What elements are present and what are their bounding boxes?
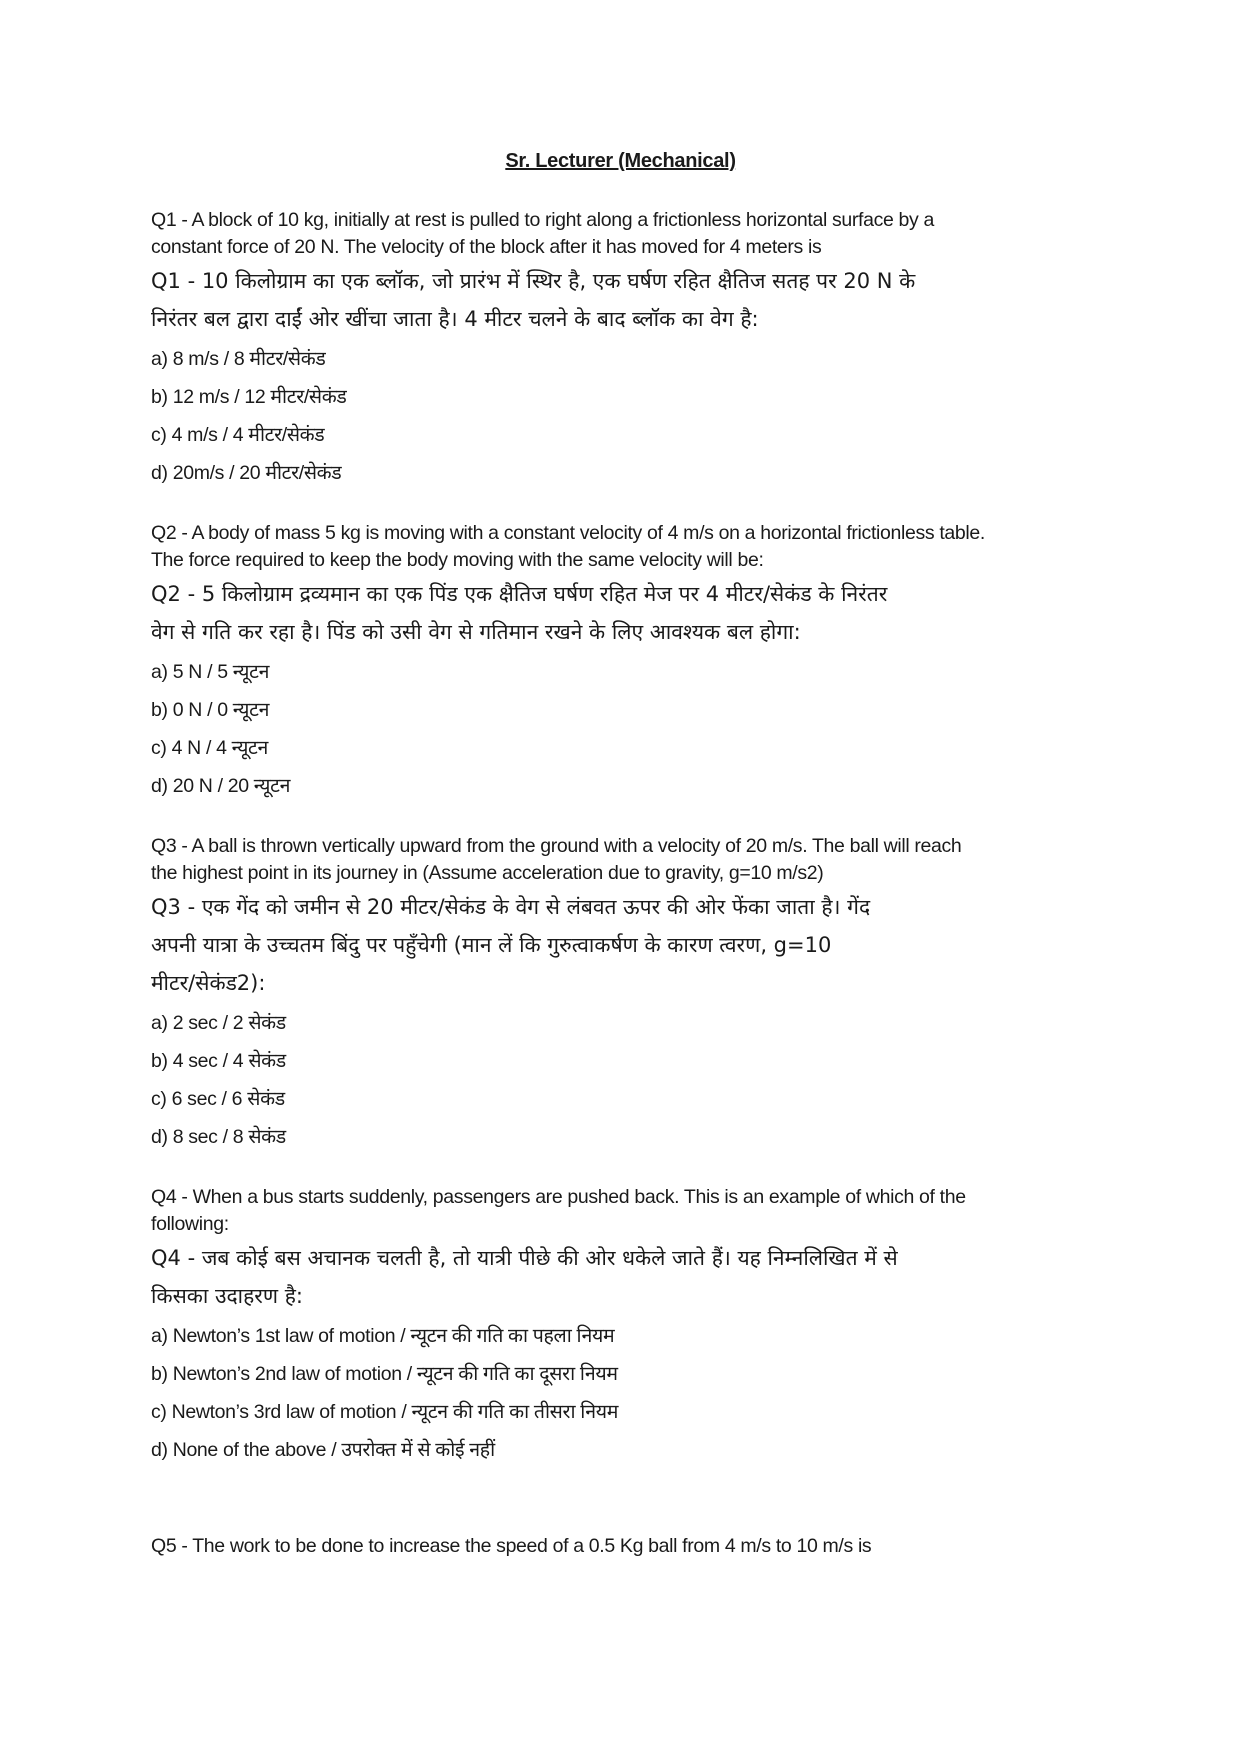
option-d: d) 20 N / 20 न्यूटन — [151, 775, 291, 797]
question-hindi-line: Q2 - 5 किलोग्राम द्रव्यमान का एक पिंड एक क्षैतिज घर्षण रहित मेज पर 4 मीटर/सेकंड के निरंतर — [151, 582, 888, 606]
question-english-line: Q3 - A ball is thrown vertically upward from the ground with a velocity of 20 m/s. The ball will reach — [151, 835, 962, 857]
question-english-line: Q2 - A body of mass 5 kg is moving with a constant velocity of 4 m/s on a horizontal frictionless table. — [151, 522, 985, 544]
option-d: d) None of the above / उपरोक्त में से कोई नहीं — [151, 1439, 495, 1461]
option-c: c) Newton’s 3rd law of motion / न्यूटन की गति का तीसरा नियम — [151, 1401, 619, 1423]
page-title: Sr. Lecturer (Mechanical) — [505, 150, 736, 172]
question-english-line: Q4 - When a bus starts suddenly, passengers are pushed back. This is an example of which of the — [151, 1186, 966, 1208]
question-english-line: Q5 - The work to be done to increase the speed of a 0.5 Kg ball from 4 m/s to 10 m/s is — [151, 1535, 872, 1557]
option-b: b) 0 N / 0 न्यूटन — [151, 699, 270, 721]
question-hindi-line: किसका उदाहरण है: — [151, 1284, 303, 1308]
question-english-line: Q1 - A block of 10 kg, initially at rest is pulled to right along a frictionless horizontal surface by a — [151, 209, 935, 231]
option-a: a) 8 m/s / 8 मीटर/सेकंड — [151, 348, 326, 370]
question-hindi-line: निरंतर बल द्वारा दाईं ओर खींचा जाता है। 4 मीटर चलने के बाद ब्लॉक का वेग है: — [151, 307, 759, 331]
question-english-line: the highest point in its journey in (Assume acceleration due to gravity, g=10 m/s2) — [151, 862, 824, 884]
option-b: b) 4 sec / 4 सेकंड — [151, 1050, 286, 1072]
option-c: c) 4 N / 4 न्यूटन — [151, 737, 268, 759]
option-a: a) 5 N / 5 न्यूटन — [151, 661, 270, 683]
option-c: c) 4 m/s / 4 मीटर/सेकंड — [151, 424, 325, 446]
option-b: b) Newton’s 2nd law of motion / न्यूटन की गति का दूसरा नियम — [151, 1363, 618, 1385]
question-english-line: The force required to keep the body moving with the same velocity will be: — [151, 549, 764, 571]
option-d: d) 20m/s / 20 मीटर/सेकंड — [151, 462, 342, 484]
question-english-line: constant force of 20 N. The velocity of the block after it has moved for 4 meters is — [151, 236, 822, 258]
question-hindi-line: Q1 - 10 किलोग्राम का एक ब्लॉक, जो प्रारंभ में स्थिर है, एक घर्षण रहित क्षैतिज सतह पर 20 N के — [151, 269, 916, 293]
question-hindi-line: अपनी यात्रा के उच्चतम बिंदु पर पहुँचेगी (मान लें कि गुरुत्वाकर्षण के कारण त्वरण, g=10 — [151, 933, 832, 957]
option-d: d) 8 sec / 8 सेकंड — [151, 1126, 286, 1148]
option-a: a) Newton’s 1st law of motion / न्यूटन की गति का पहला नियम — [151, 1325, 615, 1347]
question-hindi-line: Q4 - जब कोई बस अचानक चलती है, तो यात्री पीछे की ओर धकेले जाते हैं। यह निम्नलिखित में से — [151, 1246, 898, 1270]
option-a: a) 2 sec / 2 सेकंड — [151, 1012, 286, 1034]
question-hindi-line: वेग से गति कर रहा है। पिंड को उसी वेग से गतिमान रखने के लिए आवश्यक बल होगा: — [151, 620, 801, 644]
option-b: b) 12 m/s / 12 मीटर/सेकंड — [151, 386, 347, 408]
option-c: c) 6 sec / 6 सेकंड — [151, 1088, 285, 1110]
question-hindi-line: मीटर/सेकंड2): — [151, 971, 266, 995]
question-hindi-line: Q3 - एक गेंद को जमीन से 20 मीटर/सेकंड के वेग से लंबवत ऊपर की ओर फेंका जाता है। गेंद — [151, 895, 871, 919]
question-english-line: following: — [151, 1213, 229, 1235]
